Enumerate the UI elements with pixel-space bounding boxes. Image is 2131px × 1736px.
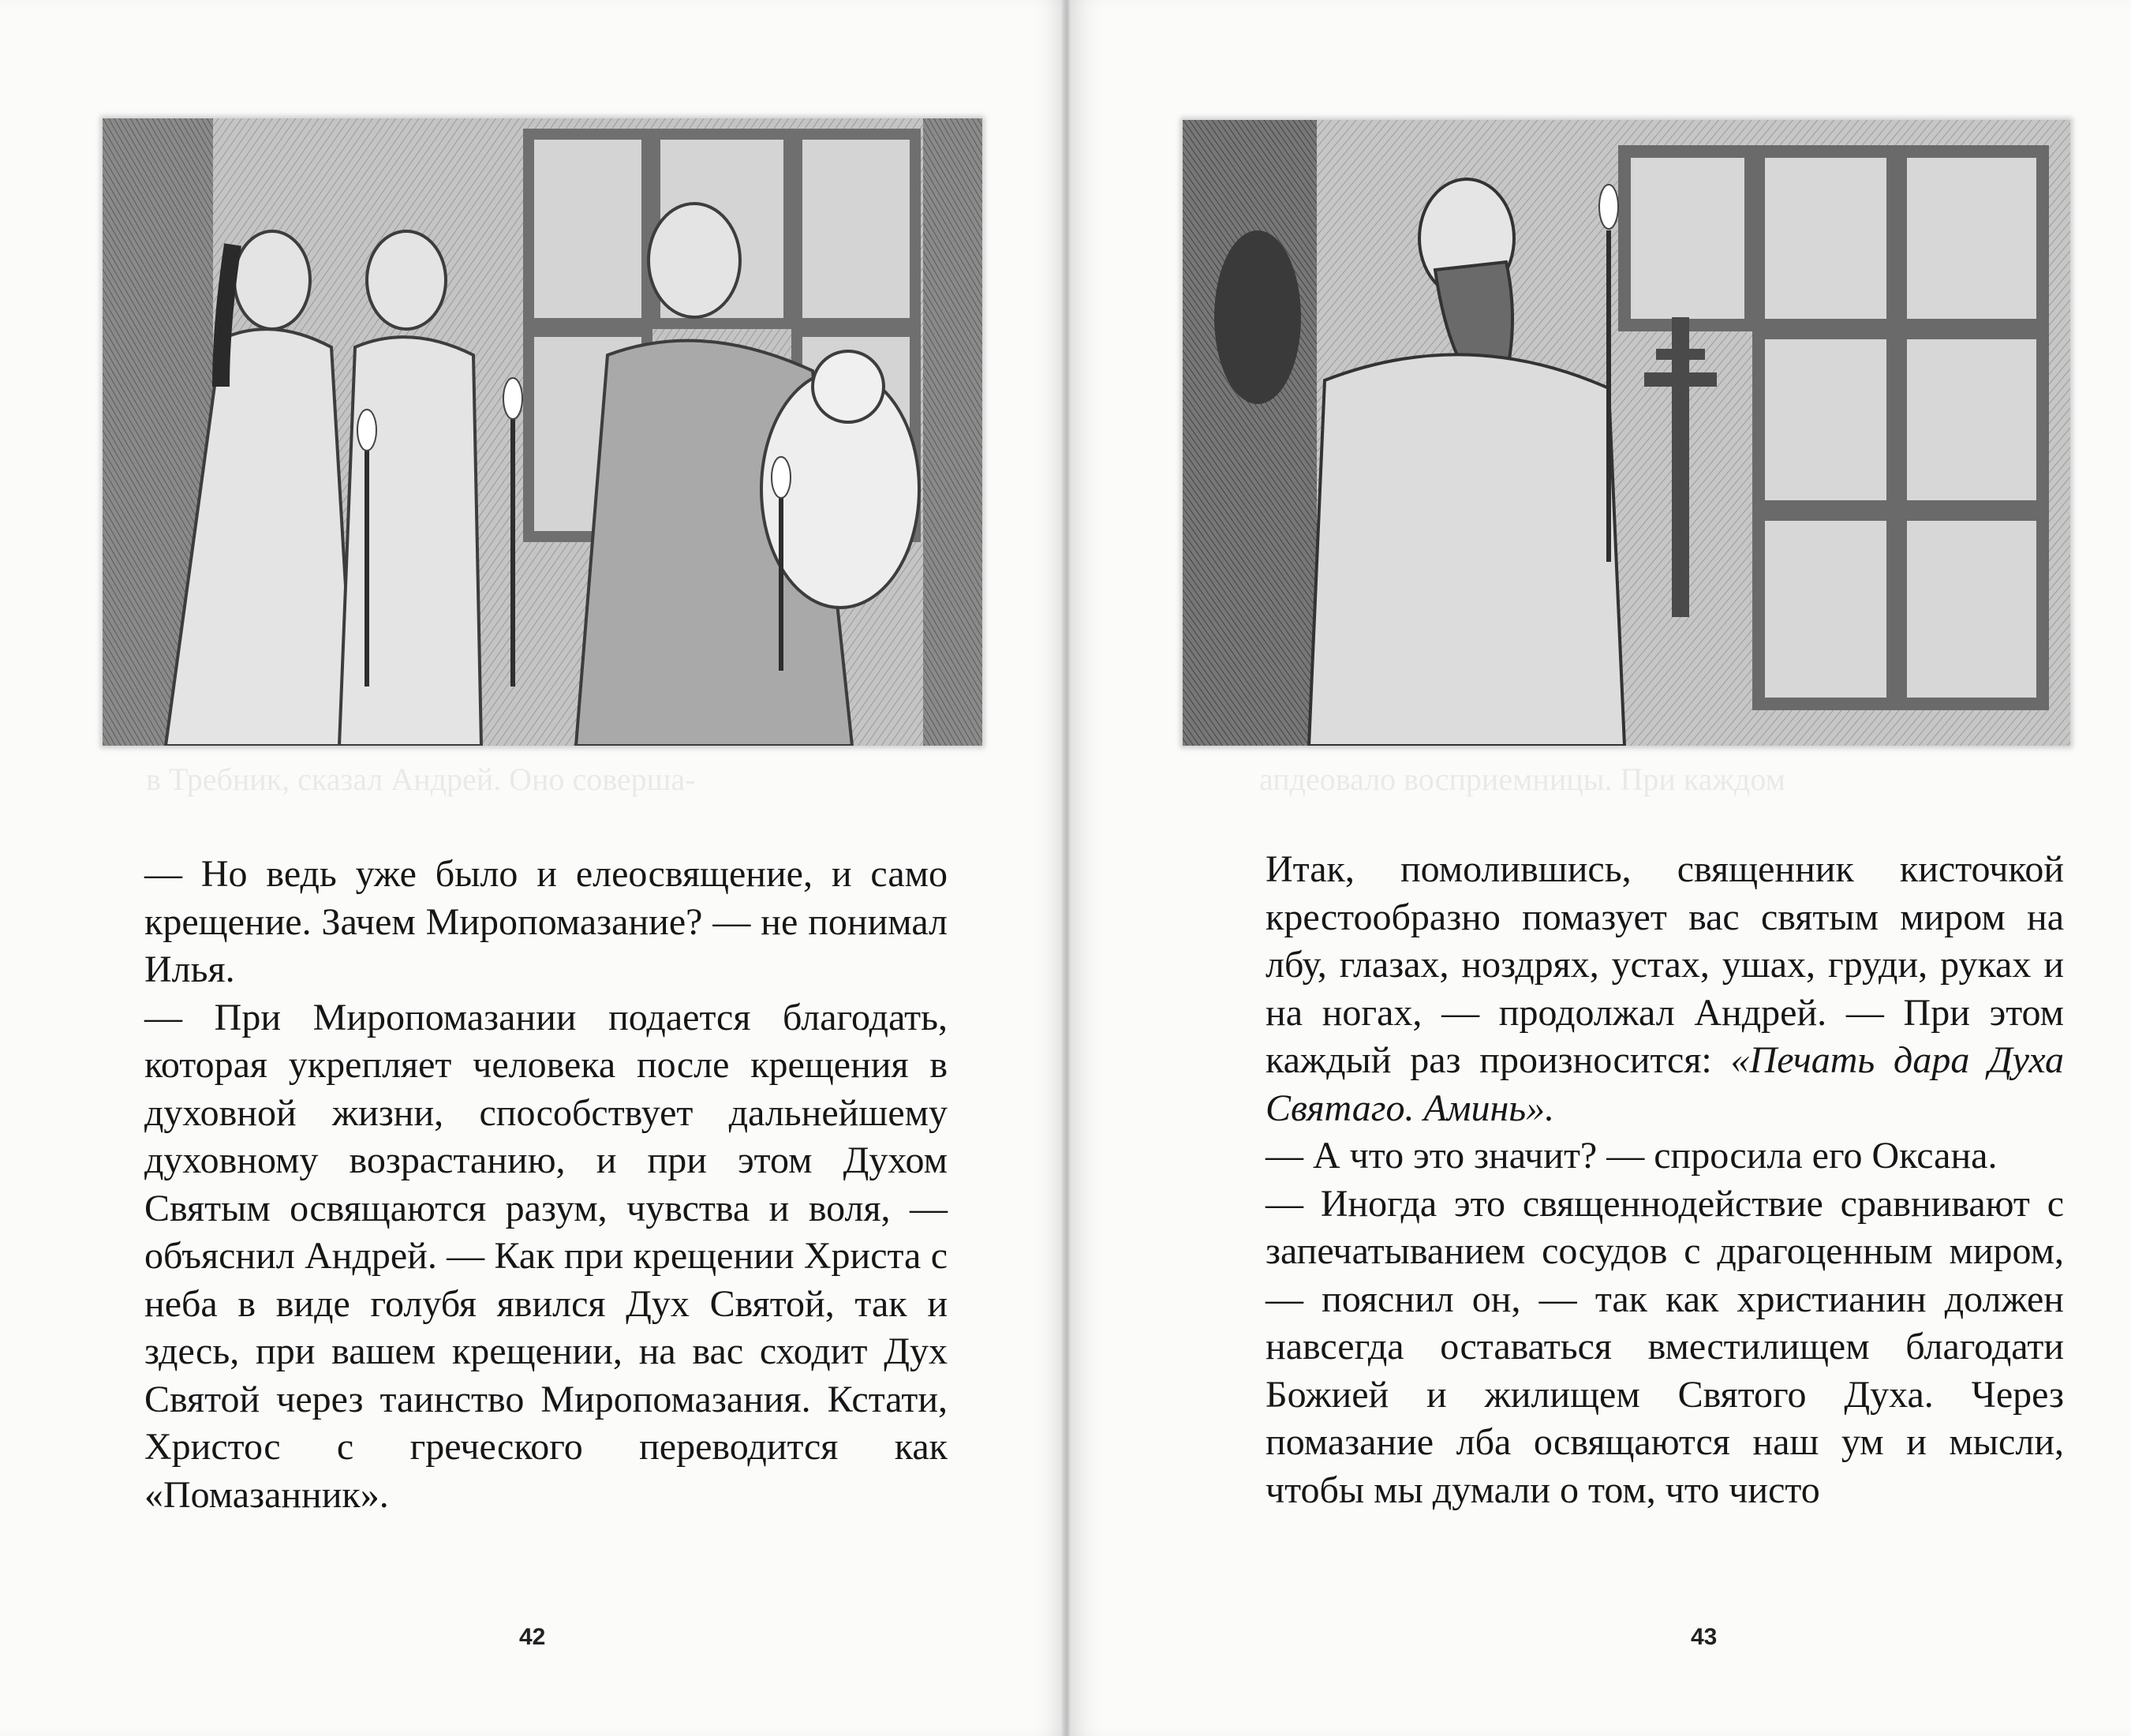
bleed-through-text: в Требник, сказал Андрей. Оно соверша-	[146, 761, 696, 797]
bleed-through-text: апдеовало восприемницы. При каждом	[1259, 761, 1785, 797]
paragraph-2: — При Миропомазании подается благодать, которая укрепляет человека после крещения в духовной жизни, способствует дальнейшему духовному возрастанию, и при этом Духом Святым освящаются разум, чувства и воля, — объяснил Андрей. — Как при крещении Христа с неба в виде голубя явился Дух Святой, так и здесь, при вашем крещении, на вас сходит Дух Святой через таинство Миропомазания. Кстати, Христос с греческого переводится как «Помазанник».	[144, 996, 948, 1516]
paragraph-2: — А что это значит? — спросила его Оксана.	[1266, 1135, 1998, 1177]
paragraph-1	[1266, 846, 2064, 1132]
right-page	[1070, 0, 2131, 1736]
page-number: 42	[519, 1624, 546, 1650]
page-number: 43	[1691, 1624, 1718, 1650]
paragraph-1: — Но ведь уже было и елеосвящение, и само крещение. Зачем Миропомазание? — не понимал Илья.	[144, 853, 948, 990]
illustration-priest	[1183, 120, 2070, 746]
sacramental-formula: «Печать дара Духа Святаго. Аминь».	[1266, 1039, 2064, 1129]
right-page-text	[1266, 846, 2064, 1514]
paragraph-3: — Иногда это священнодействие сравнивают с запечатыванием сосудов с драгоценным миром, — пояснил он, — так как христианин должен навсегда оставаться вместилищем благодати Божией и жилищем Святого Духа. Через помазание лба освящаются наш ум и мысли, чтобы мы думали о том, что чисто	[1266, 1182, 2064, 1511]
illustration-baptism-family	[103, 118, 982, 746]
paragraph-1-text: Итак, помолившись, священник кисточкой крестообразно помазует вас святым миром на лбу, глазах, ноздрях, устах, ушах, груди, руках и на ногах, — продолжал Андрей. — При этом каждый раз произносится:	[1266, 848, 2064, 1081]
left-page-text	[144, 851, 948, 1519]
